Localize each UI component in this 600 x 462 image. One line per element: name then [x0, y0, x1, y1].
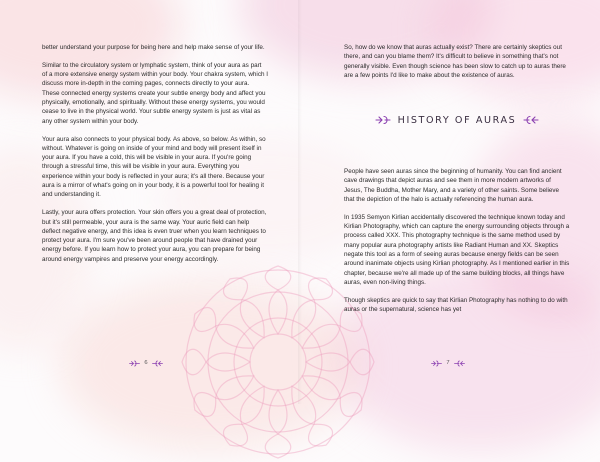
- paragraph: Though skeptics are quick to say that Kirlian Photography has nothing to do with auras or the supernatural, science has yet: [344, 296, 568, 314]
- paragraph: Similar to the circulatory system or lymphatic system, think of your aura as part of a more extensive energy system within your body. Your chakra system, which I discuss more in-depth in the coming pages, connects directly to your aura. These connected energy systems create your subtle energy body and affect you physically, emotionally, and spiritually. Without these energy systems, you would cease to live in the physical world. Your subtle energy system is just as vital as any other system within your body.: [42, 61, 268, 125]
- paragraph: Lastly, your aura offers protection. Your skin offers you a great deal of protection, but it's still permeable, your aura is the same way. Your auric field can help deflect negative energy, and this idea is even truer when you learn techniques to protect your aura. I'm sure you've been around people that have drained your energy before. If you learn how to protect your aura, you can prepare for being around energy vampires and preserve your energy accordingly.: [42, 209, 267, 263]
- right-page-intro: [344, 43, 570, 89]
- flourish-right-icon: [523, 115, 539, 125]
- page-number-text: 7: [446, 360, 450, 366]
- left-page: [0, 0, 300, 404]
- paragraph: In 1935 Semyon Kirlian accidentally discovered the technique known today and Kirlian Photography, which can capture the energy surrounding objects through a process called XXX. This photography technique is the same method used by many popular aura photography artists like Radiant Human and XX. Skeptics negate this tool as a form of seeing auras because energy fields can be seen around inanimate objects using Kirlian photography. As I mentioned earlier in this chapter, because we're all made up of the same building blocks, all things have auras, even non-living things.: [344, 213, 570, 286]
- page-number-left: [116, 357, 176, 369]
- paragraph: Your aura also connects to your physical body. As above, so below. As within, so without. Whatever is going on inside of your mind and body will present itself in your aura. If you have a cold, this will be visible in your aura. If you're going through a stressful time, this will be visible in your aura. Everything you experience within your body is reflected in your aura; it's all there. Because your aura is a mirror of what's going on in your body, it is a powerful tool for healing it and understanding it.: [42, 135, 266, 199]
- right-page-body: [344, 167, 570, 323]
- page-number-text: 6: [144, 360, 148, 366]
- left-page-body: [42, 43, 268, 273]
- page-ornament-icon: [129, 360, 140, 367]
- page-ornament-icon: [454, 360, 465, 367]
- flourish-left-icon: [375, 115, 391, 125]
- right-page: [300, 0, 600, 404]
- paragraph: So, how do we know that auras actually exist? There are certainly skeptics out there, and can you blame them? It's difficult to believe in something that's not generally visible. Even though science has been slow to catch up to auras there are a few points I'd like to make about the existence of auras.: [344, 44, 566, 79]
- paragraph: better understand your purpose for being here and help make sense of your life.: [42, 44, 265, 51]
- paragraph: People have seen auras since the beginning of humanity. You can find ancient cave drawings that depict auras and see them in more modern artworks of Jesus, The Buddha, Mother Mary, and a variety of other saints. Some believe that the depiction of the halo is actually referencing the human aura.: [344, 168, 562, 203]
- page-ornament-icon: [152, 360, 163, 367]
- section-heading: [344, 112, 570, 128]
- heading-title: HISTORY OF AURAS: [397, 114, 517, 126]
- page-ornament-icon: [431, 360, 442, 367]
- page-number-right: [418, 357, 478, 369]
